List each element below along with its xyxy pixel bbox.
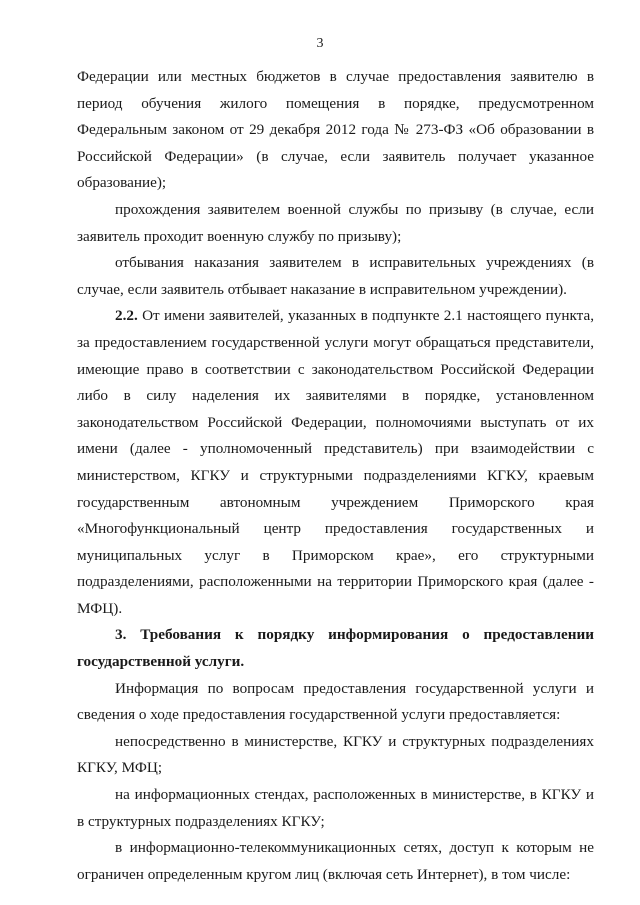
paragraph-info-provided: Информация по вопросам предоставления государственной услуги и сведения о ходе предоставления государственной услуги предоставляется: (77, 679, 594, 724)
paragraph-military-service: прохождения заявителем военной службы по призыву (в случае, если заявитель проходит военную службу по призыву); (77, 200, 594, 245)
document-body (77, 64, 594, 888)
paragraph-2-2 (77, 303, 594, 622)
page-number: 3 (316, 36, 324, 51)
section-heading-3: 3. Требования к порядку информирования о предоставлении государственной услуги. (77, 626, 594, 671)
clause-number: 2.2. (115, 307, 138, 325)
paragraph-networks: в информационно-телекоммуникационных сетях, доступ к которым не ограничен определенным кругом лиц (включая сеть Интернет), в том числе: (77, 839, 594, 883)
paragraph-info-stands: на информационных стендах, расположенных в министерстве, в КГКУ и в структурных подразделениях КГКУ; (77, 786, 594, 830)
clause-text: От имени заявителей, указанных в подпункте 2.1 настоящего пункта, за предоставлением государственной услуги могут обращаться представители, имеющие право в соответствии с законодательством Российской Федерации либо в силу наделения их заявителями в порядке, установленном законодательством Российской Федерации, полномочиями выступать от их имени (далее - уполномоченный представитель) при взаимодействии с министерством, КГКУ и структурными подразделениями КГКУ, краевым государственным автономным учреждением Приморского края «Многофункциональный центр предоставления государственных и муниципальных услуг в Приморском крае», его структурными подразделениями, расположенными на территории Приморского края (далее - МФЦ). (77, 307, 594, 617)
paragraph-continuation: Федерации или местных бюджетов в случае предоставления заявителю в период обучения жилого помещения в порядке, предусмотренном Федеральным законом от 29 декабря 2012 года № 273-ФЗ «Об образовании в Российской Федерации» (в случае, если заявитель получает указанное образование); (77, 68, 594, 192)
paragraph-directly: непосредственно в министерстве, КГКУ и структурных подразделениях КГКУ, МФЦ; (77, 732, 594, 777)
paragraph-correctional-facility: отбывания наказания заявителем в исправительных учреждениях (в случае, если заявитель отбывает наказание в исправительном учреждении). (77, 254, 594, 298)
